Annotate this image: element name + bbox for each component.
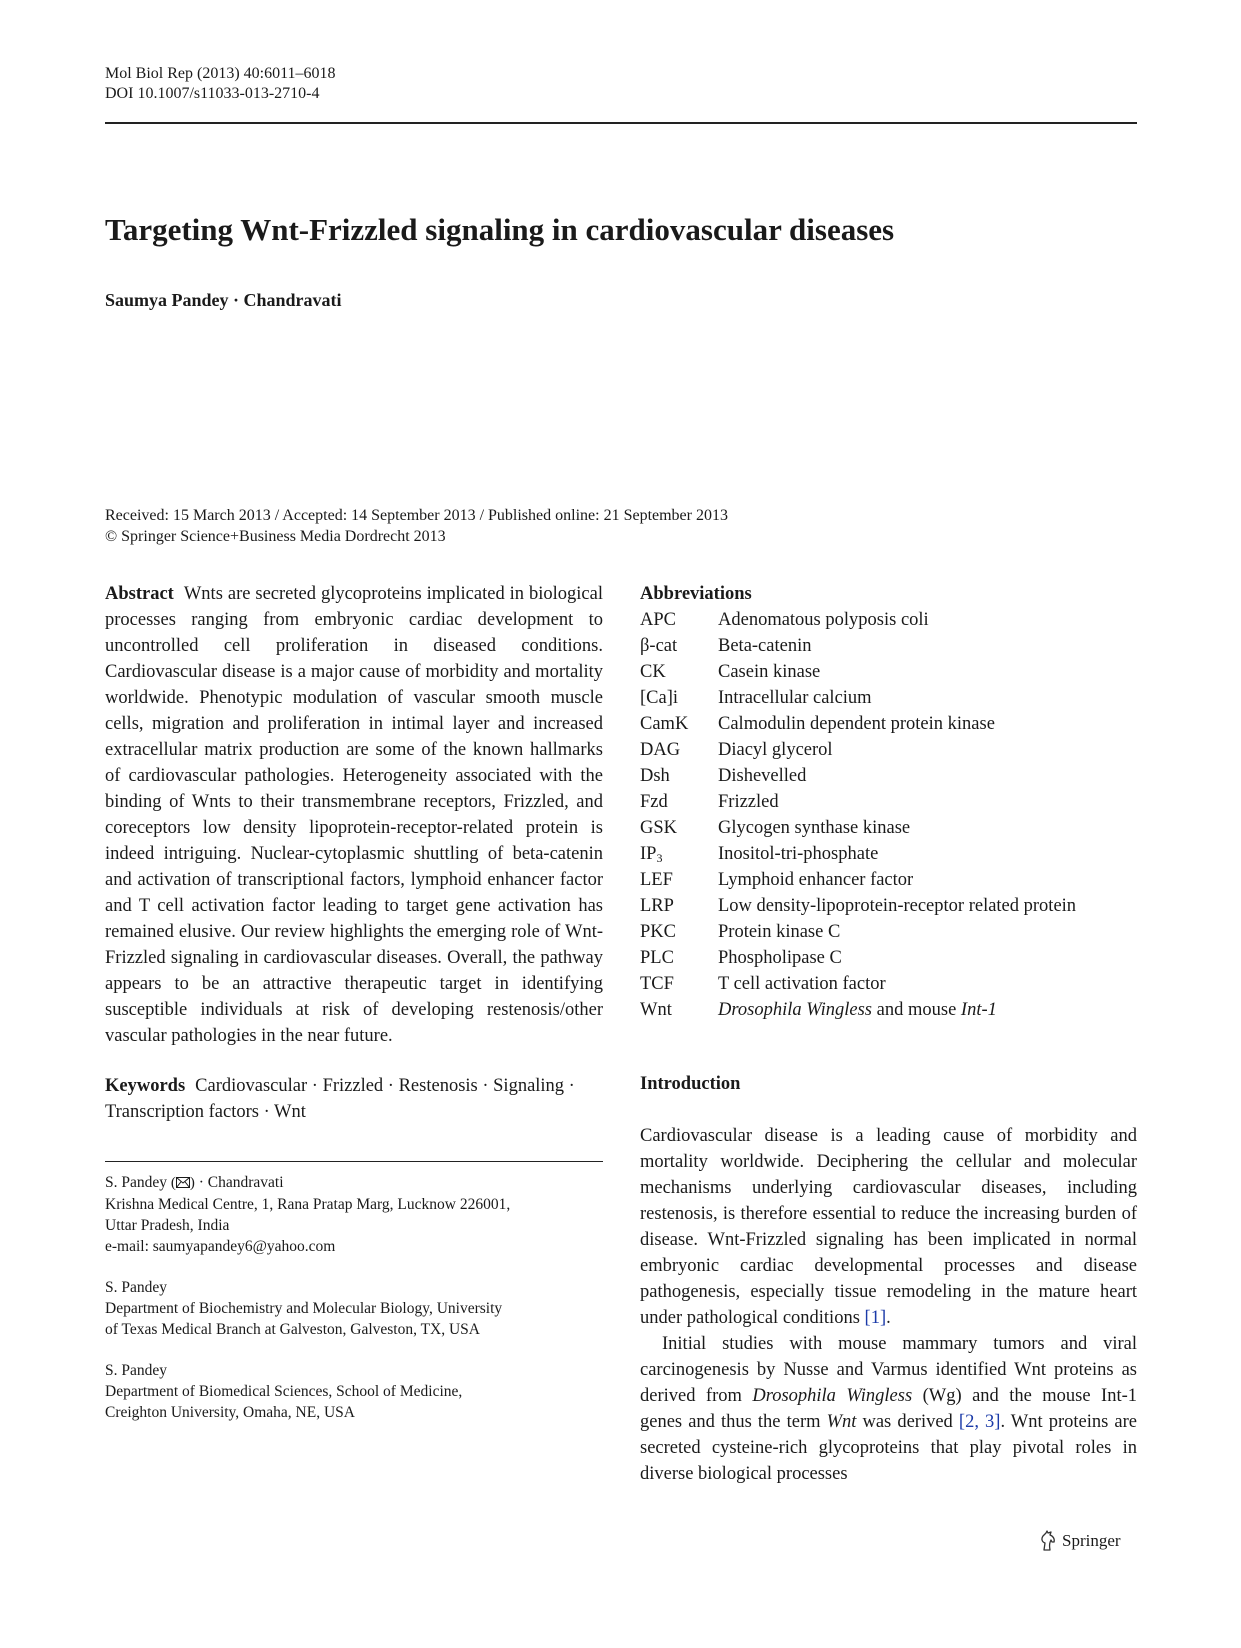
abbreviation-term: Fzd bbox=[640, 792, 668, 812]
abbreviation-row bbox=[640, 867, 1137, 893]
abbreviation-term: GSK bbox=[640, 818, 678, 838]
abbreviation-row bbox=[640, 893, 1137, 919]
envelope-icon: ( ) bbox=[170, 1175, 195, 1191]
springer-horse-icon bbox=[1038, 1530, 1058, 1552]
abbreviation-term: LRP bbox=[640, 896, 674, 916]
affiliation-1-authors bbox=[105, 1172, 603, 1194]
introduction-paragraph-1 bbox=[640, 1123, 1137, 1331]
abbreviation-term-base: IP bbox=[640, 844, 657, 864]
citation-link[interactable]: [2, 3] bbox=[958, 1412, 1001, 1432]
abbreviation-definition: Glycogen synthase kinase bbox=[718, 818, 911, 838]
abbreviation-definition bbox=[718, 997, 997, 1023]
affiliation-1-email[interactable]: e-mail: saumyapandey6@yahoo.com bbox=[105, 1238, 336, 1255]
paragraph-text: was derived bbox=[856, 1412, 959, 1432]
publisher-name: Springer bbox=[1062, 1531, 1121, 1550]
abbreviation-row bbox=[640, 763, 1137, 789]
abbreviation-definition-italic: Int-1 bbox=[960, 1000, 997, 1020]
paragraph-text: . Wnt proteins are secreted cysteine-rich glycoproteins that play pivotal roles in diverse biological processes bbox=[640, 1412, 1138, 1484]
abbreviation-definition: Inositol-tri-phosphate bbox=[718, 844, 879, 864]
abbreviation-row bbox=[640, 945, 1137, 971]
paragraph-text: (Wg) and the mouse Int-1 genes and thus the term bbox=[640, 1386, 1137, 1432]
footnote-rule bbox=[105, 1161, 603, 1162]
affiliation-2-line: of Texas Medical Branch at Galveston, Galveston, TX, USA bbox=[105, 1321, 480, 1338]
abbreviation-row bbox=[640, 685, 1137, 711]
affiliation-3 bbox=[105, 1360, 603, 1423]
affiliation-2-line: Department of Biochemistry and Molecular Biology, University bbox=[105, 1300, 503, 1317]
affiliation-3-line: Department of Biomedical Sciences, School of Medicine, bbox=[105, 1383, 463, 1400]
journal-citation: Mol Biol Rep (2013) 40:6011–6018 bbox=[105, 65, 336, 82]
paragraph-italic: Wnt bbox=[826, 1412, 857, 1432]
affiliation-3-line: Creighton University, Omaha, NE, USA bbox=[105, 1404, 355, 1421]
article-dates bbox=[105, 505, 728, 547]
journal-header bbox=[105, 64, 336, 104]
abbreviation-row bbox=[640, 659, 1137, 685]
abbreviation-row bbox=[640, 607, 1137, 633]
abbreviation-definition: Diacyl glycerol bbox=[718, 740, 833, 760]
affiliation-2-name: S. Pandey bbox=[105, 1279, 167, 1296]
abbreviation-row bbox=[640, 711, 1137, 737]
abbreviation-row bbox=[640, 997, 1137, 1023]
left-column bbox=[105, 581, 603, 1423]
copyright: © Springer Science+Business Media Dordrecht 2013 bbox=[105, 528, 446, 545]
keywords-text: Cardiovascular · Frizzled · Restenosis · Signaling · Transcription factors · Wnt bbox=[105, 1076, 575, 1122]
abbreviation-definition-text: and mouse bbox=[872, 1000, 961, 1020]
abbreviation-term: CK bbox=[640, 662, 666, 682]
received-accepted-published: Received: 15 March 2013 / Accepted: 14 September 2013 / Published online: 21 September 2013 bbox=[105, 507, 728, 524]
citation-link[interactable]: [1] bbox=[864, 1308, 887, 1328]
abbreviation-term-subscript: 3 bbox=[656, 851, 663, 865]
affiliation-1-coauthor: · Chandravati bbox=[194, 1174, 284, 1191]
paragraph-text: Initial studies with mouse mammary tumors and viral carcinogenesis by Nusse and Varmus identified Wnt proteins as derived from bbox=[640, 1334, 1137, 1406]
abbreviation-definition-italic: Drosophila Wingless bbox=[718, 1000, 873, 1020]
affiliation-2 bbox=[105, 1277, 603, 1340]
abbreviations-heading: Abbreviations bbox=[640, 584, 752, 604]
doi: DOI 10.1007/s11033-013-2710-4 bbox=[105, 85, 320, 102]
abbreviation-row bbox=[640, 737, 1137, 763]
abbreviation-term bbox=[640, 841, 718, 867]
publisher-logo bbox=[1038, 1530, 1121, 1552]
abstract-label: Abstract bbox=[105, 584, 174, 604]
abbreviation-definition: Low density-lipoprotein-receptor related protein bbox=[718, 896, 1077, 916]
article-title: Targeting Wnt-Frizzled signaling in cardiovascular diseases bbox=[105, 212, 895, 247]
abbreviation-row bbox=[640, 841, 1137, 867]
affiliation-1-name: S. Pandey bbox=[105, 1174, 167, 1191]
abbreviation-definition: Lymphoid enhancer factor bbox=[718, 870, 914, 890]
abbreviation-row bbox=[640, 633, 1137, 659]
abbreviation-definition: Calmodulin dependent protein kinase bbox=[718, 714, 995, 734]
abbreviation-row bbox=[640, 789, 1137, 815]
abbreviation-term: Dsh bbox=[640, 766, 670, 786]
abbreviation-term: [Ca]i bbox=[640, 688, 679, 708]
abbreviation-term: TCF bbox=[640, 974, 674, 994]
abbreviations-list bbox=[640, 607, 1137, 1023]
abbreviation-definition: Intracellular calcium bbox=[718, 688, 872, 708]
abbreviation-definition: Casein kinase bbox=[718, 662, 821, 682]
abbreviation-term: APC bbox=[640, 610, 676, 630]
affiliation-1-line: Uttar Pradesh, India bbox=[105, 1217, 230, 1234]
abbreviation-term: CamK bbox=[640, 714, 689, 734]
abbreviation-term: Wnt bbox=[640, 1000, 672, 1020]
abbreviation-definition: Protein kinase C bbox=[718, 922, 841, 942]
article-authors: Saumya Pandey · Chandravati bbox=[105, 290, 342, 310]
abbreviation-definition: T cell activation factor bbox=[718, 974, 886, 994]
header-rule bbox=[105, 122, 1137, 124]
keywords-label: Keywords bbox=[105, 1076, 186, 1096]
abbreviation-term: LEF bbox=[640, 870, 673, 890]
abstract-text: Wnts are secreted glycoproteins implicated in biological processes ranging from embryonic cardiac development to uncontrolled cell proliferation in diseased conditions. Cardiovascular disease is a major cause of morbidity and mortality worldwide. Phenotypic modulation of vascular smooth muscle cells, migration and proliferation in intimal layer and increased extracellular matrix production are some of the known hallmarks of cardiovascular pathologies. Heterogeneity associated with the binding of Wnts to their transmembrane receptors, Frizzled, and coreceptors low density lipoprotein-receptor-related protein is indeed intriguing. Nuclear-cytoplasmic shuttling of beta-catenin and activation of transcriptional factors, lymphoid enhancer factor and T cell activation factor leading to target gene activation has remained elusive. Our review highlights the emerging role of Wnt-Frizzled signaling in cardiovascular diseases. Overall, the pathway appears to be an attractive therapeutic target in identifying susceptible individuals at risk of developing restenosis/other vascular pathologies in the near future. bbox=[105, 584, 603, 1046]
abbreviation-definition: Beta-catenin bbox=[718, 636, 812, 656]
abbreviation-definition: Frizzled bbox=[718, 792, 779, 812]
abbreviation-term: PKC bbox=[640, 922, 676, 942]
paragraph-italic: Drosophila Wingless bbox=[752, 1386, 913, 1406]
affiliation-3-name: S. Pandey bbox=[105, 1362, 167, 1379]
abbreviation-row bbox=[640, 919, 1137, 945]
abstract bbox=[105, 581, 603, 1049]
affiliation-1 bbox=[105, 1172, 603, 1257]
abbreviation-row bbox=[640, 971, 1137, 997]
abbreviation-row bbox=[640, 815, 1137, 841]
paragraph-text: . bbox=[886, 1308, 891, 1328]
abbreviation-definition: Adenomatous polyposis coli bbox=[718, 610, 929, 630]
abbreviation-definition: Phospholipase C bbox=[718, 948, 842, 968]
abbreviation-term: DAG bbox=[640, 740, 681, 760]
paragraph-text: Cardiovascular disease is a leading cause of morbidity and mortality worldwide. Deciphering the cellular and molecular mechanisms underlying cardiovascular diseases, including restenosis, is therefore essential to reduce the increasing burden of disease. Wnt-Frizzled signaling has been implicated in normal embryonic cardiac developmental processes and disease pathogenesis, especially tissue remodeling in the mature heart under pathological conditions bbox=[640, 1126, 1137, 1328]
abbreviation-term: PLC bbox=[640, 948, 674, 968]
keywords bbox=[105, 1073, 603, 1125]
affiliation-1-line: Krishna Medical Centre, 1, Rana Pratap Marg, Lucknow 226001, bbox=[105, 1196, 511, 1213]
introduction-paragraph-2 bbox=[640, 1331, 1137, 1487]
abbreviation-term: β-cat bbox=[640, 636, 678, 656]
abbreviation-definition: Dishevelled bbox=[718, 766, 807, 786]
introduction-heading: Introduction bbox=[640, 1074, 741, 1094]
right-column bbox=[640, 581, 1137, 1487]
